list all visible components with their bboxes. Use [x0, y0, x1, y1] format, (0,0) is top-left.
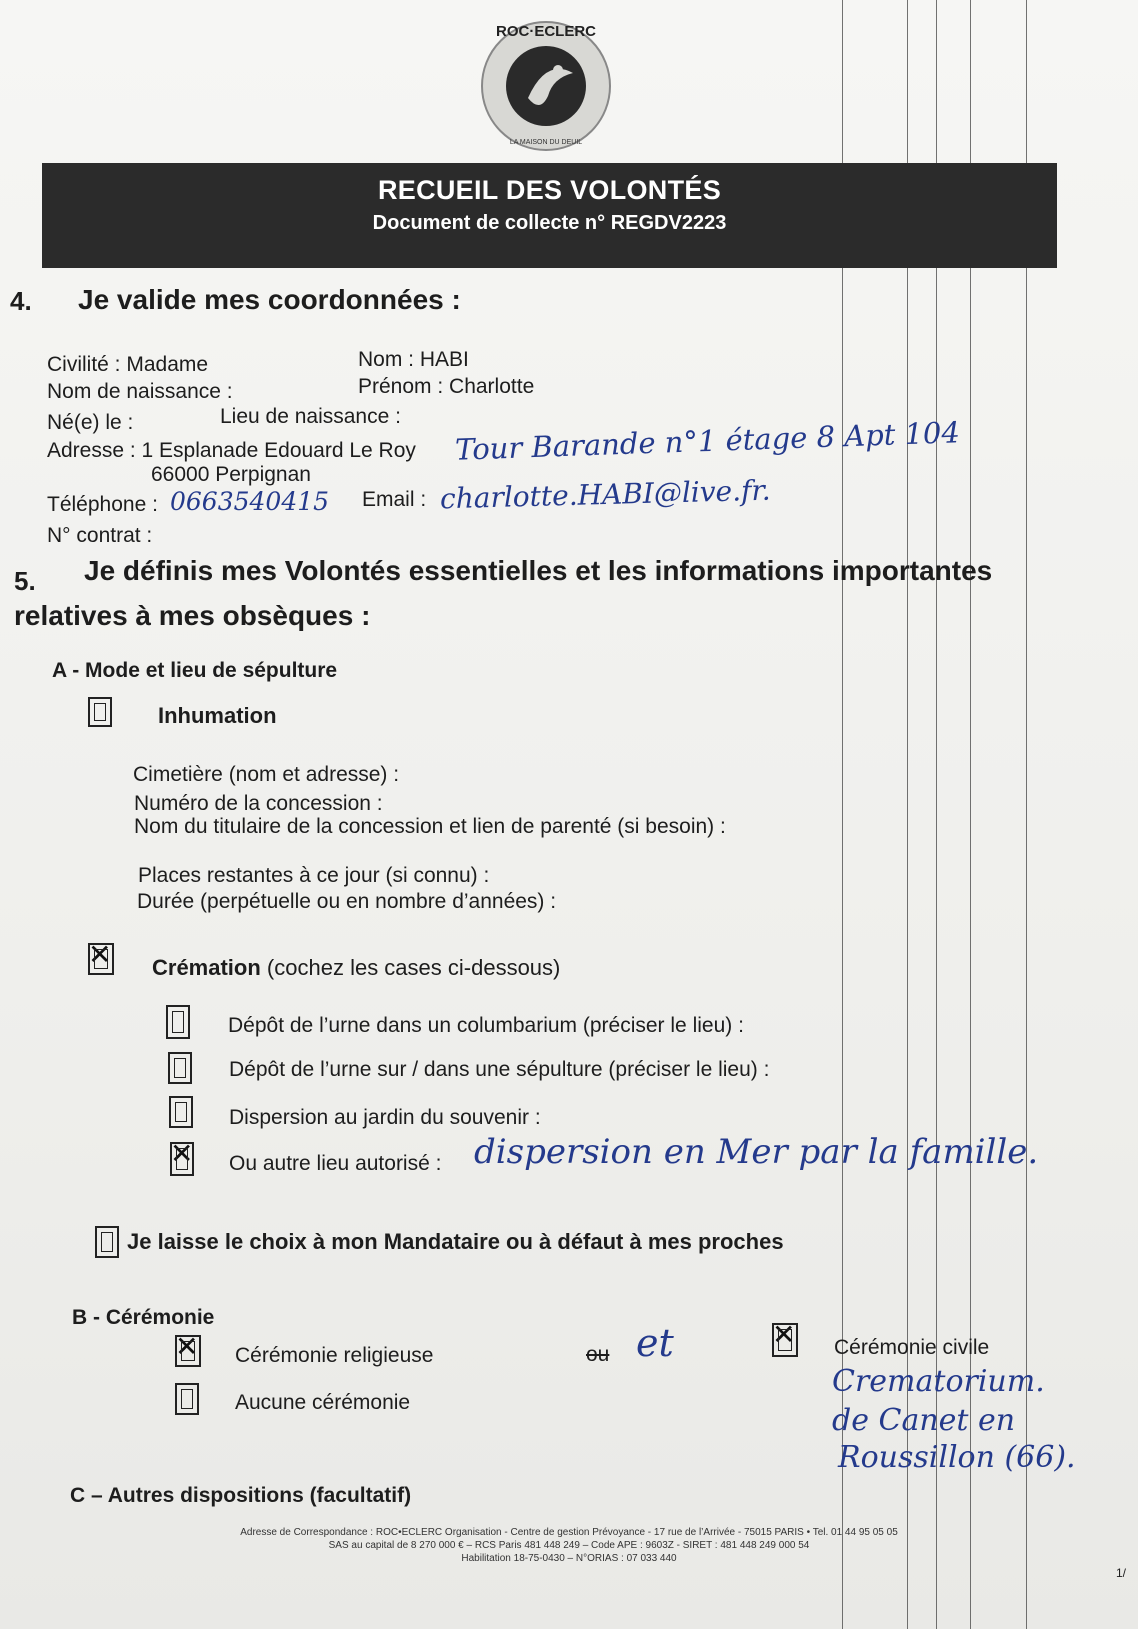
columbarium-checkbox[interactable] — [166, 1005, 190, 1039]
duree-label: Durée (perpétuelle ou en nombre d’années) : — [137, 890, 557, 913]
ou-struck: ou — [586, 1343, 610, 1366]
cremation-note: (cochez les cases ci-dessous) — [266, 955, 561, 980]
concession-label: Numéro de la concession : — [134, 792, 383, 815]
et-handwritten: et — [636, 1321, 674, 1365]
aucune-ceremonie-checkbox[interactable] — [175, 1383, 199, 1415]
ceremonie-religieuse-label: Cérémonie religieuse — [235, 1344, 434, 1367]
dispersion-label: Dispersion au jardin du souvenir : — [229, 1106, 541, 1129]
footer-line3: Habilitation 18-75-0430 – N°ORIAS : 07 033 440 — [461, 1553, 677, 1564]
adresse-ville: 66000 Perpignan — [151, 463, 311, 486]
civile-handwritten-line2: de Canet en — [832, 1403, 1016, 1438]
roc-eclerc-logo — [478, 18, 614, 154]
page-number: 1/ — [1116, 1566, 1127, 1580]
footer-line1: Adresse de Correspondance : ROC•ECLERC Organisation - Centre de gestion Prévoyance - 17 rue de l’Arrivée - 75015 PARIS • Tel. 01 44 95 05 05 — [240, 1527, 898, 1538]
subsection-a-title: A - Mode et lieu de sépulture — [52, 659, 338, 682]
places-label: Places restantes à ce jour (si connu) : — [138, 864, 490, 887]
autre-lieu-label: Ou autre lieu autorisé : — [229, 1152, 442, 1175]
telephone-handwritten: 0663540415 — [170, 487, 330, 516]
cremation-title: Crémation — [152, 955, 261, 980]
document-title: RECUEIL DES VOLONTÉS — [377, 175, 722, 205]
header-banner — [42, 163, 1057, 268]
subsection-c-title: C – Autres dispositions (facultatif) — [70, 1484, 412, 1507]
inhumation-label: Inhumation — [158, 703, 277, 728]
contrat-label: N° contrat : — [47, 524, 153, 547]
nom-naissance-label: Nom de naissance : — [47, 380, 233, 403]
telephone-label: Téléphone : — [47, 493, 158, 516]
inhumation-checkbox[interactable] — [88, 697, 112, 727]
dispersion-checkbox[interactable] — [169, 1096, 193, 1128]
section-4-title: Je valide mes coordonnées : — [78, 284, 461, 315]
aucune-ceremonie-label: Aucune cérémonie — [235, 1391, 411, 1414]
cremation-label — [152, 955, 560, 981]
nom-field: Nom : HABI — [358, 348, 469, 371]
section-5-title-line1: Je définis mes Volontés essentielles et les informations importantes — [84, 555, 993, 586]
svg-text:LA MAISON DU DEUIL: LA MAISON DU DEUIL — [509, 139, 583, 146]
mandataire-checkbox[interactable] — [95, 1226, 119, 1258]
civile-handwritten-line1: Crematorium. — [832, 1364, 1045, 1399]
ceremonie-civile-checkbox[interactable] — [772, 1323, 798, 1357]
sepulture-label: Dépôt de l’urne sur / dans une sépulture (préciser le lieu) : — [229, 1058, 770, 1081]
svg-text:ROC·ECLERC: ROC·ECLERC — [496, 23, 596, 40]
mandataire-label: Je laisse le choix à mon Mandataire ou à défaut à mes proches — [127, 1229, 784, 1254]
email-handwritten: charlotte.HABI@live.fr. — [439, 473, 772, 516]
civile-handwritten-line3: Roussillon (66). — [838, 1440, 1076, 1475]
ceremonie-religieuse-checkbox[interactable] — [175, 1335, 201, 1367]
sepulture-checkbox[interactable] — [168, 1052, 192, 1084]
section-4-number: 4. — [10, 286, 32, 316]
document-subtitle: Document de collecte n° REGDV2223 — [372, 212, 727, 234]
footer-line2: SAS au capital de 8 270 000 € – RCS Paris 481 448 249 – Code APE : 9603Z - SIRET : 481 448 249 000 54 — [328, 1540, 810, 1551]
columbarium-label: Dépôt de l’urne dans un columbarium (préciser le lieu) : — [228, 1014, 744, 1037]
ceremonie-civile-label: Cérémonie civile — [834, 1336, 990, 1359]
cremation-checkbox[interactable] — [88, 943, 114, 975]
section-5-number: 5. — [14, 566, 36, 596]
civilite-field: Civilité : Madame — [47, 353, 209, 376]
section-5-title-line2: relatives à mes obsèques : — [14, 600, 371, 631]
cimetiere-label: Cimetière (nom et adresse) : — [133, 763, 400, 786]
adresse-handwritten: Tour Barande n°1 étage 8 Apt 104 — [454, 415, 961, 467]
email-label: Email : — [362, 488, 427, 511]
subsection-b-title: B - Cérémonie — [72, 1306, 215, 1329]
autre-lieu-checkbox[interactable] — [170, 1142, 194, 1176]
lieu-naissance-label: Lieu de naissance : — [220, 405, 401, 428]
titulaire-label: Nom du titulaire de la concession et lien de parenté (si besoin) : — [134, 815, 726, 838]
prenom-field: Prénom : Charlotte — [358, 375, 535, 398]
ne-le-label: Né(e) le : — [47, 411, 134, 434]
autre-lieu-handwritten: dispersion en Mer par la famille. — [474, 1132, 1039, 1172]
adresse-field: Adresse : 1 Esplanade Edouard Le Roy — [47, 439, 416, 462]
